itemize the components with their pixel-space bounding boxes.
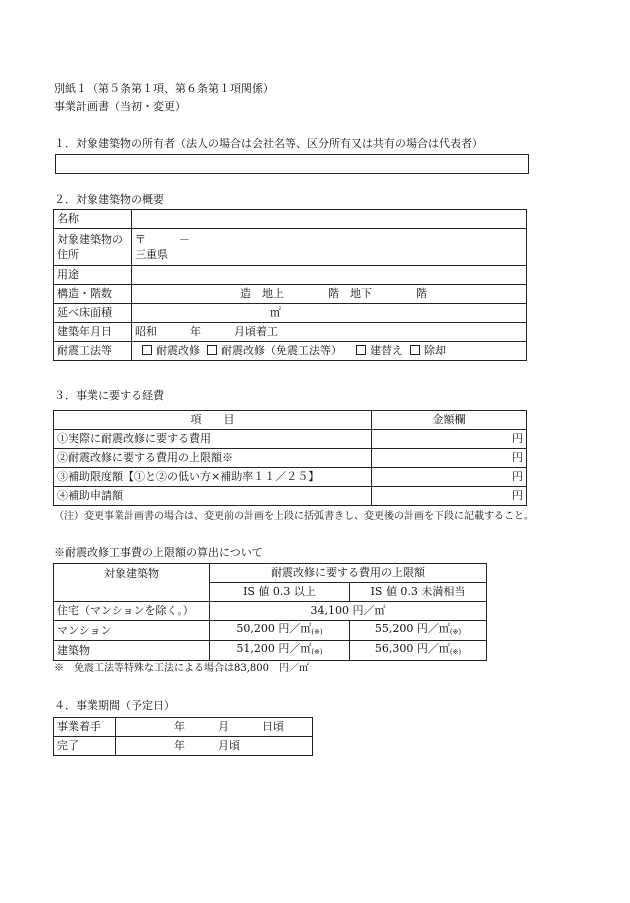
limit-title: ※耐震改修工事費の上限額の算出について: [54, 546, 263, 559]
checkbox-icon[interactable]: [207, 345, 217, 355]
row-condo-label: マンション: [54, 621, 210, 641]
col-is-high-header: IS 値 0.3 以上: [210, 583, 350, 602]
cost-amount-1[interactable]: 円: [372, 430, 527, 449]
start-date-field[interactable]: 年 月 日頃: [116, 718, 313, 737]
use-label: 用途: [54, 266, 132, 285]
col-is-low-header: IS 値 0.3 未満相当: [350, 583, 487, 602]
option-isolation[interactable]: 耐震改修（免震工法等）: [207, 344, 342, 357]
postal-code: 〒 －: [135, 233, 190, 246]
cost-row-1: ①実際に耐震改修に要する費用: [54, 430, 372, 449]
row-housing-value: 34,100 円／㎡: [210, 602, 487, 621]
limit-note: ※ 免震工法等特殊な工法による場合は83,800 円／㎡: [54, 663, 309, 674]
checkbox-icon[interactable]: [356, 345, 366, 355]
section-2-title: ２．対象建築物の概要: [54, 193, 164, 206]
option-retrofit[interactable]: 耐震改修: [142, 344, 200, 357]
row-housing-label: 住宅（マンションを除く。）: [54, 602, 210, 621]
col-limit-header: 耐震改修に要する費用の上限額: [210, 564, 487, 583]
row-building-low: 56,300 円$/㎡_{(※)}$: [350, 641, 487, 661]
cost-amount-2[interactable]: 円: [372, 449, 527, 468]
checkbox-icon[interactable]: [142, 345, 152, 355]
col-amount-header: 金額欄: [372, 411, 527, 430]
section-3-title: ３．事業に要する経費: [54, 389, 164, 402]
built-date-field[interactable]: 昭和 年 月頃着工: [132, 323, 527, 342]
end-label: 完了: [54, 737, 116, 756]
col-item-header: 項 目: [54, 411, 372, 430]
address-label: 対象建築物の 住所: [54, 229, 132, 266]
cost-note: （注）変更事業計画書の場合は、変更前の計画を上段に括弧書きし、変更後の計画を下段に記載すること。: [54, 511, 534, 522]
method-label: 耐震工法等: [54, 342, 132, 361]
section-1-title: １．対象建築物の所有者（法人の場合は会社名等、区分所有又は共有の場合は代表者）: [54, 137, 483, 150]
option-demolish[interactable]: 除却: [410, 344, 446, 357]
structure-field[interactable]: 造 地上 階 地下 階: [132, 285, 527, 304]
row-building-label: 建築物: [54, 641, 210, 661]
row-condo-low: 55,200 円$/㎡_{(※)}$: [350, 621, 487, 641]
option-rebuild[interactable]: 建替え: [356, 344, 403, 357]
cost-amount-4[interactable]: 円: [372, 487, 527, 506]
cost-row-3: ③補助限度額【①と②の低い方×補助率１１／２５】: [54, 468, 372, 487]
name-label: 名称: [54, 210, 132, 229]
cost-table: [53, 410, 527, 506]
row-condo-high: 50,200 円$/㎡_{(※)}$: [210, 621, 350, 641]
limit-table: [53, 563, 487, 661]
prefecture: 三重県: [135, 248, 168, 261]
checkbox-icon[interactable]: [410, 345, 420, 355]
use-field[interactable]: [132, 266, 527, 285]
built-date-label: 建築年月日: [54, 323, 132, 342]
form-number: 別紙１（第５条第１項、第６条第１項関係）: [54, 82, 274, 95]
start-label: 事業着手: [54, 718, 116, 737]
method-options: [132, 342, 527, 361]
section-4-title: ４．事業期間（予定日）: [54, 699, 175, 712]
address-field[interactable]: [132, 229, 527, 266]
cost-amount-3[interactable]: 円: [372, 468, 527, 487]
building-overview-table: [53, 209, 527, 361]
cost-row-4: ④補助申請額: [54, 487, 372, 506]
owner-field[interactable]: [55, 154, 529, 174]
end-date-field[interactable]: 年 月頃: [116, 737, 313, 756]
structure-label: 構造・階数: [54, 285, 132, 304]
floor-area-label: 延べ床面積: [54, 304, 132, 323]
page-title: 事業計画書（当初・変更）: [54, 100, 186, 113]
row-building-high: 51,200 円$/㎡_{(※)}$: [210, 641, 350, 661]
floor-area-field[interactable]: ㎡: [132, 304, 527, 323]
cost-row-2: ②耐震改修に要する費用の上限額※: [54, 449, 372, 468]
name-field[interactable]: [132, 210, 527, 229]
col-building-header: 対象建築物: [54, 564, 210, 602]
period-table: [53, 717, 313, 756]
